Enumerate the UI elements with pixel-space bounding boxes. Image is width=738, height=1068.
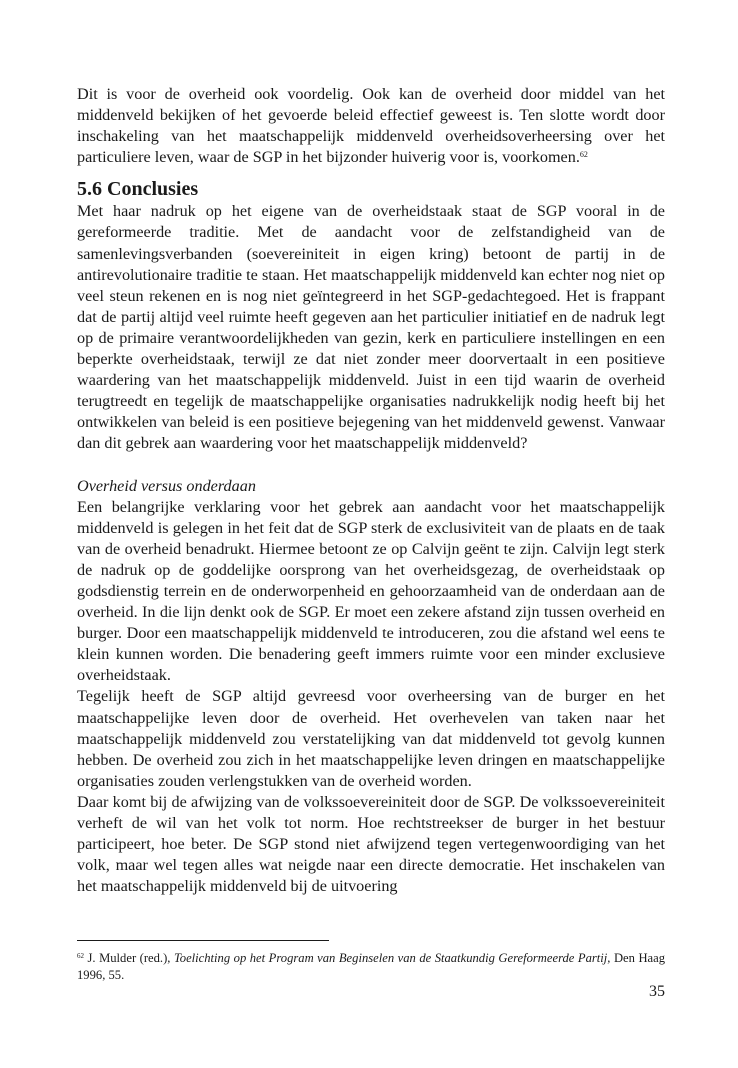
main-text	[77, 84, 665, 897]
body-paragraph: Tegelijk heeft de SGP altijd gevreesd voor overheersing van de burger en het maatschappelijke leven door de overheid. Het overhevelen van taken naar het maatschappelijk middenveld zou verstatelijking van dat middenveld tot gevolg kunnen hebben. De overheid zou zich in het maatschappelijke leven dringen en maatschappelijke organisaties zouden verlengstukken van de overheid worden.	[77, 687, 665, 790]
conclusions-paragraph: Met haar nadruk op het eigene van de overheidstaak staat de SGP vooral in de gereformeerde traditie. Met de aandacht voor de zelfstandigheid van de samenlevingsverbanden (soevereiniteit in eigen kring) betoont de partij in de antirevolutionaire traditie te staan. Het maatschappelijk middenveld kan echter nog niet op veel steun rekenen en is nog niet geïntegreerd in het SGP-gedachtegoed. Het is frappant dat de partij altijd veel ruimte heeft gegeven aan het particulier initiatief en de nadruk legt op de primaire verantwoordelijkheden van gezin, kerk en particuliere instellingen en een beperkte overheidstaak, terwijl ze dat niet zonder meer doorvertaalt in een positieve waardering van het maatschappelijk middenveld. Juist in een tijd waarin de overheid terugtreedt en tegelijk de maatschappelijke organisaties nadrukkelijk nodig heeft bij het ontwikkelen van beleid is een positieve bejegening van het middenveld gewenst. Vanwaar dan dit gebrek aan waardering voor het maatschappelijk middenveld?	[77, 202, 665, 453]
body-paragraph: Een belangrijke verklaring voor het gebrek aan aandacht voor het maatschappelijk middenveld is gelegen in het feit dat de SGP sterk de exclusiviteit van de plaats en de taak van de overheid benadrukt. Hiermee betoont ze op Calvijn geënt te zijn. Calvijn legt sterk de nadruk op de goddelijke oorsprong van het overheidsgezag, de overheidstaak op godsdienstig terrein en de onderworpenheid en gehoorzaamheid van de onderdaan aan de overheid. In die lijn denkt ook de SGP. Er moet een zekere afstand zijn tussen overheid en burger. Door een maatschappelijk middenveld te introduceren, zou die afstand wel eens te klein kunnen worden. Die benadering geeft immers ruimte voor een minder exclusieve overheidstaak.	[77, 497, 665, 685]
page-number: 35	[649, 983, 665, 1000]
footnote	[77, 950, 665, 984]
footnote-reference[interactable]: 62	[579, 150, 588, 160]
footnote-title: Toelichting op het Program van Beginselen van de Staatkundig Gereformeerde Partij	[173, 951, 608, 965]
footnote-divider	[77, 940, 329, 941]
footnote-author: J. Mulder (red.),	[84, 951, 174, 965]
intro-paragraph: Dit is voor de overheid ook voordelig. Ook kan de overheid door middel van het middenveld bekijken of het gevoerde beleid effectief geweest is. Ten slotte wordt door inschakeling van het maatschappelijk middenveld overheidsoverheersing over het particuliere leven, waar de SGP in het bijzonder huiverig voor is, voorkomen.$^{62}$	[77, 85, 665, 167]
paragraph-spacer	[77, 455, 665, 476]
section-heading: 5.6 Conclusies	[77, 178, 199, 201]
footnote-number: 62	[77, 952, 84, 960]
subheading: Overheid versus onderdaan	[77, 476, 256, 495]
body-paragraph: Daar komt bij de afwijzing van de volkssoevereiniteit door de SGP. De volkssoevereiniteit verheft de wil van het volk tot norm. Hoe rechtstreekser de burger in het bestuur participeert, hoe beter. De SGP stond niet afwijzend tegen vertegenwoordiging van het volk, maar wel tegen alles wat neigde naar een directe democratie. Het inschakelen van het maatschappelijk middenveld bij de uitvoering	[77, 792, 665, 896]
footnote-rest: , Den Haag 1996, 55.	[77, 951, 666, 982]
